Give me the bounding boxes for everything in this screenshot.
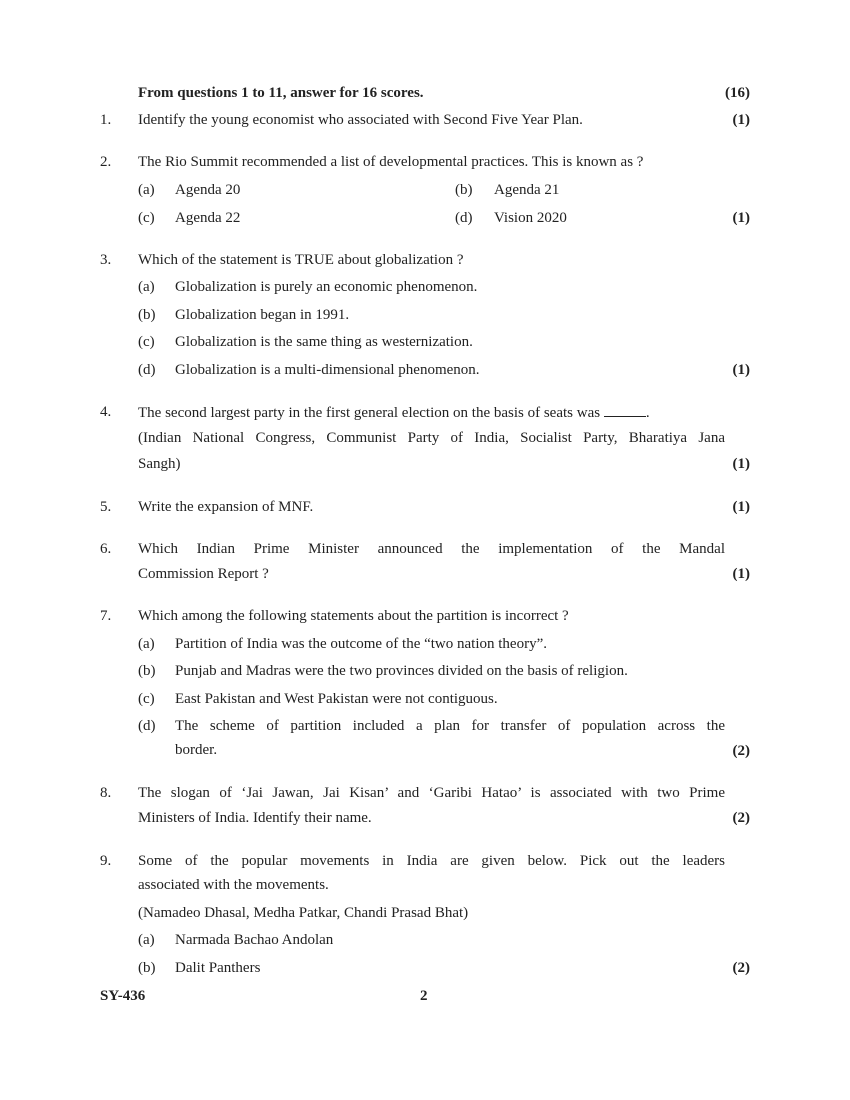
question-text: The second largest party in the first general election on the basis of seats was	[138, 405, 601, 421]
option-text: Globalization is a multi-dimensional phenomenon.	[175, 362, 480, 378]
question-number: 1.	[100, 112, 112, 128]
question-text: Which Indian Prime Minister announced the implementation of the Mandal	[138, 541, 725, 557]
option-text: Punjab and Madras were the two provinces divided on the basis of religion.	[175, 663, 628, 679]
option-label: (a)	[138, 636, 155, 652]
question-marks: (2)	[732, 743, 750, 759]
option-label: (c)	[138, 334, 155, 350]
question-marks: (1)	[732, 210, 750, 226]
option-label: (d)	[138, 718, 156, 734]
option-text: The scheme of partition included a plan for transfer of population across the	[175, 718, 725, 734]
option-label: (b)	[138, 663, 156, 679]
question-text: (Indian National Congress, Communist Party of India, Socialist Party, Bharatiya Jana	[138, 430, 725, 446]
option-text: border.	[175, 742, 218, 758]
question-marks: (1)	[732, 362, 750, 378]
option-text: Agenda 21	[494, 182, 560, 198]
option-text: Globalization is purely an economic phenomenon.	[175, 279, 478, 295]
question-number: 6.	[100, 541, 112, 557]
option-text: Vision 2020	[494, 210, 567, 226]
option-text: Narmada Bachao Andolan	[175, 932, 334, 948]
option-label: (b)	[455, 182, 473, 198]
option-label: (a)	[138, 279, 155, 295]
question-text: Some of the popular movements in India are given below. Pick out the leaders	[138, 853, 725, 869]
question-text-line: The second largest party in the first general election on the basis of seats was .	[138, 402, 725, 423]
option-text: Agenda 20	[175, 182, 241, 198]
question-number: 9.	[100, 853, 112, 869]
option-text: Globalization began in 1991.	[175, 307, 350, 323]
question-number: 5.	[100, 499, 112, 515]
page-number: 2	[420, 988, 428, 1004]
question-marks: (1)	[732, 499, 750, 515]
option-label: (d)	[138, 362, 156, 378]
question-text: Identify the young economist who associated with Second Five Year Plan.	[138, 112, 583, 128]
question-text: Which among the following statements about the partition is incorrect ?	[138, 608, 569, 624]
question-text: Sangh)	[138, 456, 181, 472]
paper-code: SY-436	[100, 988, 146, 1004]
option-text: Partition of India was the outcome of the “two nation theory”.	[175, 636, 547, 652]
option-text: Dalit Panthers	[175, 960, 261, 976]
option-label: (b)	[138, 307, 156, 323]
option-text: East Pakistan and West Pakistan were not contiguous.	[175, 691, 498, 707]
option-label: (d)	[455, 210, 473, 226]
answer-blank	[604, 402, 646, 417]
question-text: associated with the movements.	[138, 877, 329, 893]
option-label: (a)	[138, 932, 155, 948]
question-number: 2.	[100, 154, 112, 170]
section-instruction: From questions 1 to 11, answer for 16 scores.	[138, 85, 424, 101]
question-text: Ministers of India. Identify their name.	[138, 810, 372, 826]
question-text: The Rio Summit recommended a list of developmental practices. This is known as ?	[138, 154, 644, 170]
question-text: Which of the statement is TRUE about globalization ?	[138, 252, 464, 268]
question-marks: (2)	[732, 810, 750, 826]
question-marks: (1)	[732, 112, 750, 128]
option-label: (a)	[138, 182, 155, 198]
option-label: (c)	[138, 691, 155, 707]
option-text: Agenda 22	[175, 210, 241, 226]
question-number: 8.	[100, 785, 112, 801]
question-number: 7.	[100, 608, 112, 624]
question-text: Write the expansion of MNF.	[138, 499, 314, 515]
question-text: The slogan of ‘Jai Jawan, Jai Kisan’ and ‘Garibi Hatao’ is associated with two Prime	[138, 785, 725, 801]
question-marks: (2)	[732, 960, 750, 976]
option-label: (c)	[138, 210, 155, 226]
option-label: (b)	[138, 960, 156, 976]
section-total-score: (16)	[725, 85, 750, 101]
question-text: Commission Report ?	[138, 566, 269, 582]
option-text: Globalization is the same thing as westernization.	[175, 334, 473, 350]
question-number: 4.	[100, 404, 112, 420]
question-text: (Namadeo Dhasal, Medha Patkar, Chandi Prasad Bhat)	[138, 905, 469, 921]
question-number: 3.	[100, 252, 112, 268]
question-marks: (1)	[732, 566, 750, 582]
question-marks: (1)	[732, 456, 750, 472]
